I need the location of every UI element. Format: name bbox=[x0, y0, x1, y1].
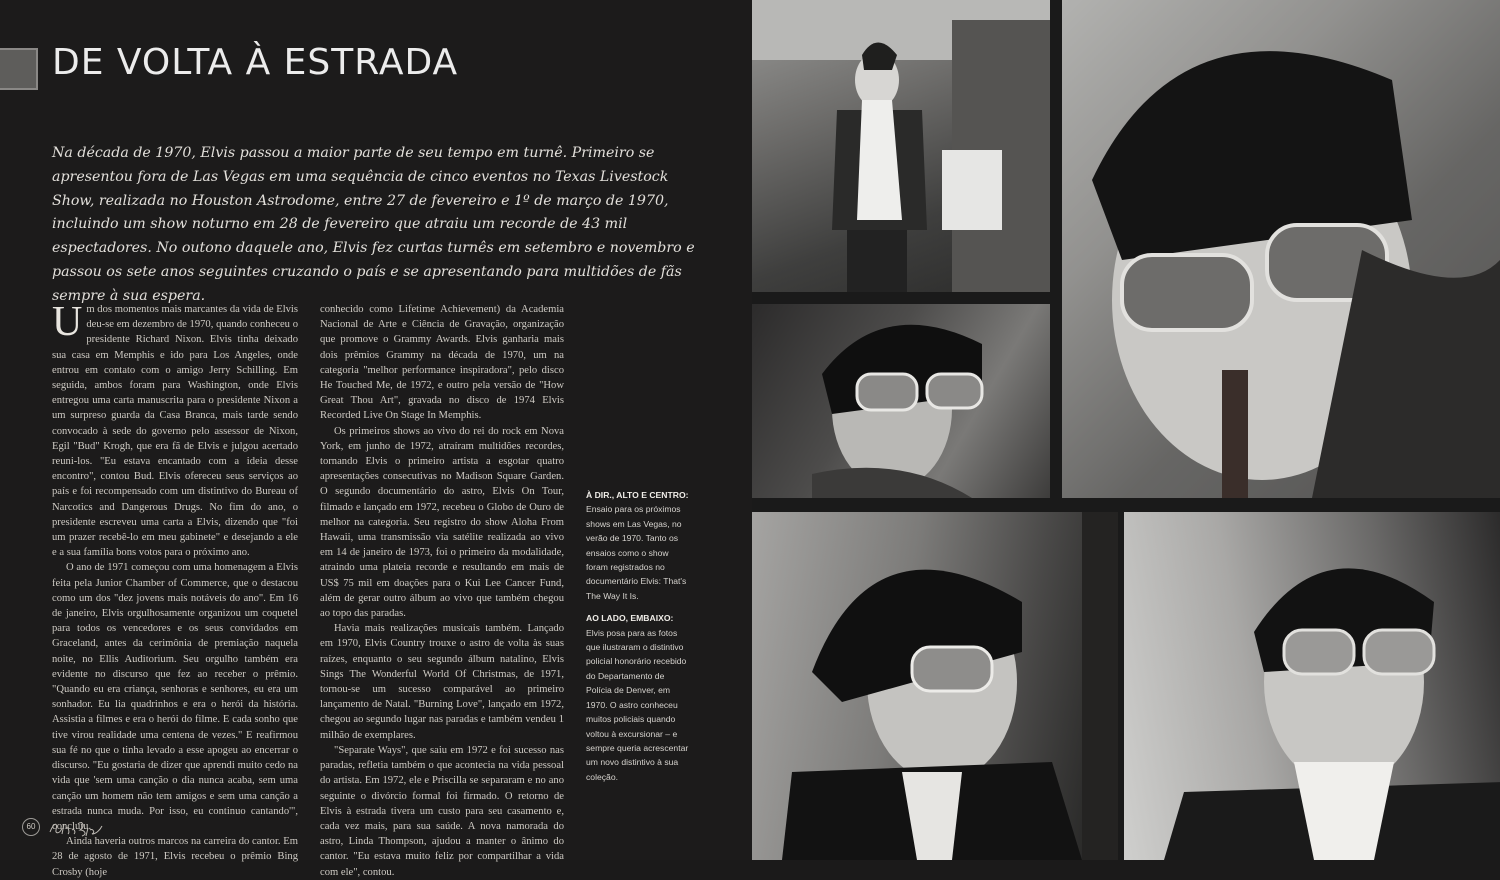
photo-captions bbox=[586, 488, 690, 792]
col1-paragraph-3: Ainda haveria outros marcos na carreira do cantor. Em 28 de agosto de 1971, Elvis recebeu o prêmio Bing Crosby (hoje bbox=[52, 836, 298, 878]
caption-bottom-heading: AO LADO, EMBAIXO: bbox=[586, 613, 674, 624]
caption-top bbox=[586, 488, 690, 603]
caption-bottom bbox=[586, 611, 690, 784]
col1-paragraph-1: Um dos momentos mais marcantes da vida de Elvis deu-se em dezembro de 1970, quando conheceu o presidente Richard Nixon. Elvis tinha deixado sua casa em Memphis e ido para Los Angeles, onde entrou em contato com o amigo Jerry Schilling. Em seguida, ambos foram para Washington, onde Elvis entregou uma carta manuscrita para o presidente Nixon a um surpreso guarda da Casa Branca, mais tarde sendo convocado à sede do governo pelo assessor de Nixon, Egil "Bud" Krogh, que era fã de Elvis e julgou acertado reuni-los. "Eu estava encantado com a ideia desse encontro", contou Bud. Elvis ofereceu seus serviços ao país e foi recompensado com um distintivo do Bureau of Narcotics and Dangerous Drugs. No fim do ano, o presidente escreveu uma carta a Elvis, dizendo que "foi um prazer recebê-lo em meu gabinete" e desejando a ele e a sua família bons votos para o próximo ano. bbox=[52, 299, 298, 559]
page-title: DE VOLTA À ESTRADA bbox=[52, 42, 459, 83]
col2-paragraph-3: Havia mais realizações musicais também. Lançado em 1970, Elvis Country trouxe o astro de volta às suas raízes, enquanto o seu segundo álbum natalino, Elvis Sings The Wonderful World Of Christmas, de 1971, tornou-se um sucesso comparável ao primeiro lançamento de Natal. "Burning Love", lançado em 1972, chegou ao segundo lugar nas paradas e também vendeu 1 milhão de exemplares. bbox=[320, 623, 564, 741]
body-column-2 bbox=[320, 302, 564, 880]
col2-paragraph-1: conhecido como Lifetime Achievement) da Academia Nacional de Arte e Ciência de Gravação, organização que promove o Grammy Awards. Elvis ganharia mais dois prêmios Grammy na década de 1970, um na categoria "melhor performance inspiradora", pelo disco He Touched Me, de 1972, e outro pela versão de "How Great Thou Art", gravada no disco de 1974 Elvis Recorded Live On Stage In Memphis. bbox=[320, 304, 564, 422]
photo-closeup-microphone bbox=[1062, 0, 1500, 498]
caption-top-heading: À DIR., ALTO E CENTRO: bbox=[586, 490, 689, 500]
caption-top-text: Ensaio para os próximos shows em Las Vegas, no verão de 1970. Tanto os ensaios como o show foram registrados no documentário Elvis: That's The Way It Is. bbox=[586, 504, 687, 601]
col2-paragraph-4: "Separate Ways", que saiu em 1972 e foi sucesso nas paradas, refletia também o que acontecia na vida pessoal do artista. Em 1972, ele e Priscilla se separaram e no ano seguinte o divórcio formal foi firmado. O retorno de Elvis à estrada tivera um custo para seu casamento e, cada vez mais, para sua saúde. A nova namorada do astro, Linda Thompson, ajudou a manter o ânimo do cantor. "Eu estava muito feliz por compartilhar a vida com ele", contou. bbox=[320, 744, 564, 878]
intro-paragraph: Na década de 1970, Elvis passou a maior parte de seu tempo em turnê. Primeiro se apresentou fora de Las Vegas em uma sequência de cinco eventos no Texas Livestock Show, realizada no Houston Astrodome, entre 27 de fevereiro e 1º de março de 1970, incluindo um show noturno em 28 de fevereiro que atraiu um recorde de 43 mil espectadores. No outono daquele ano, Elvis fez curtas turnês em setembro e novembro e passou os sete anos seguintes cruzando o país e se apresentando para multidões de fãs sempre à sua espera. bbox=[52, 145, 695, 304]
col1-paragraph-2: O ano de 1971 começou com uma homenagem a Elvis feita pela Junior Chamber of Commerce, que o destacou como um dos "dez jovens mais notáveis do ano". Em 16 de janeiro, Elvis orgulhosamente organizou um coquetel para todos os vencedores e os seus convidados em Graceland, antes da cerimônia de premiação naquela noite, no Ellis Auditorium. Seu orgulho também era evidente no discurso que fez ao receber o prêmio. "Quando eu era criança, senhoras e senhores, eu era um sonhador. Eu lia quadrinhos e era o herói da história. Assistia a filmes e era o herói do filme. E cada sonho que tive virou realidade uma centena de vezes." E reafirmou sua fé no que o tinha levado a esse apogeu ao encerrar o discurso. "Eu gostaria de dizer que aprendi muito cedo na vida que 'sem uma canção o dia nunca acaba, sem uma canção um homem não tem amigos e sem uma canção a estrada nunca muda. Por isso, eu continuo cantando'", concluiu. bbox=[52, 562, 298, 832]
photo-rehearsal-drinking bbox=[752, 0, 1050, 292]
photo-mugshot-profile bbox=[752, 512, 1118, 860]
col2-paragraph-2: Os primeiros shows ao vivo do rei do rock em Nova York, em junho de 1972, atraíram multidões recordes, tornando Elvis o primeiro artista a esgotar quatro apresentações consecutivas no Madison Square Garden. O segundo documentário do astro, Elvis On Tour, filmado e lançado em 1972, recebeu o Globo de Ouro de melhor na categoria. Seu registro do show Aloha From Hawaii, uma transmissão via satélite realizada ao vivo em 14 de janeiro de 1973, foi o primeiro da modalidade, atraindo uma plateia recorde e resultando em mais de US$ 75 mil em doações para o Kui Lee Cancer Fund, além de gerar outro álbum ao vivo que também chegou ao topo das paradas. bbox=[320, 425, 564, 620]
photo-sunglasses-profile bbox=[752, 304, 1050, 498]
title-accent-block bbox=[0, 48, 38, 90]
photo-mugshot-front bbox=[1124, 512, 1500, 860]
caption-bottom-text: Elvis posa para as fotos que ilustraram o distintivo policial honorário recebido do Departamento de Polícia de Denver, em 1970. O astro conheceu muitos policiais quando voltou à excursionar – e sempre queria acrescentar um novo distintivo à sua coleção. bbox=[586, 627, 689, 782]
signature-logo bbox=[48, 818, 104, 840]
page-number: 60 bbox=[22, 818, 40, 836]
body-column-1 bbox=[52, 299, 298, 880]
drop-cap: U bbox=[52, 299, 83, 345]
